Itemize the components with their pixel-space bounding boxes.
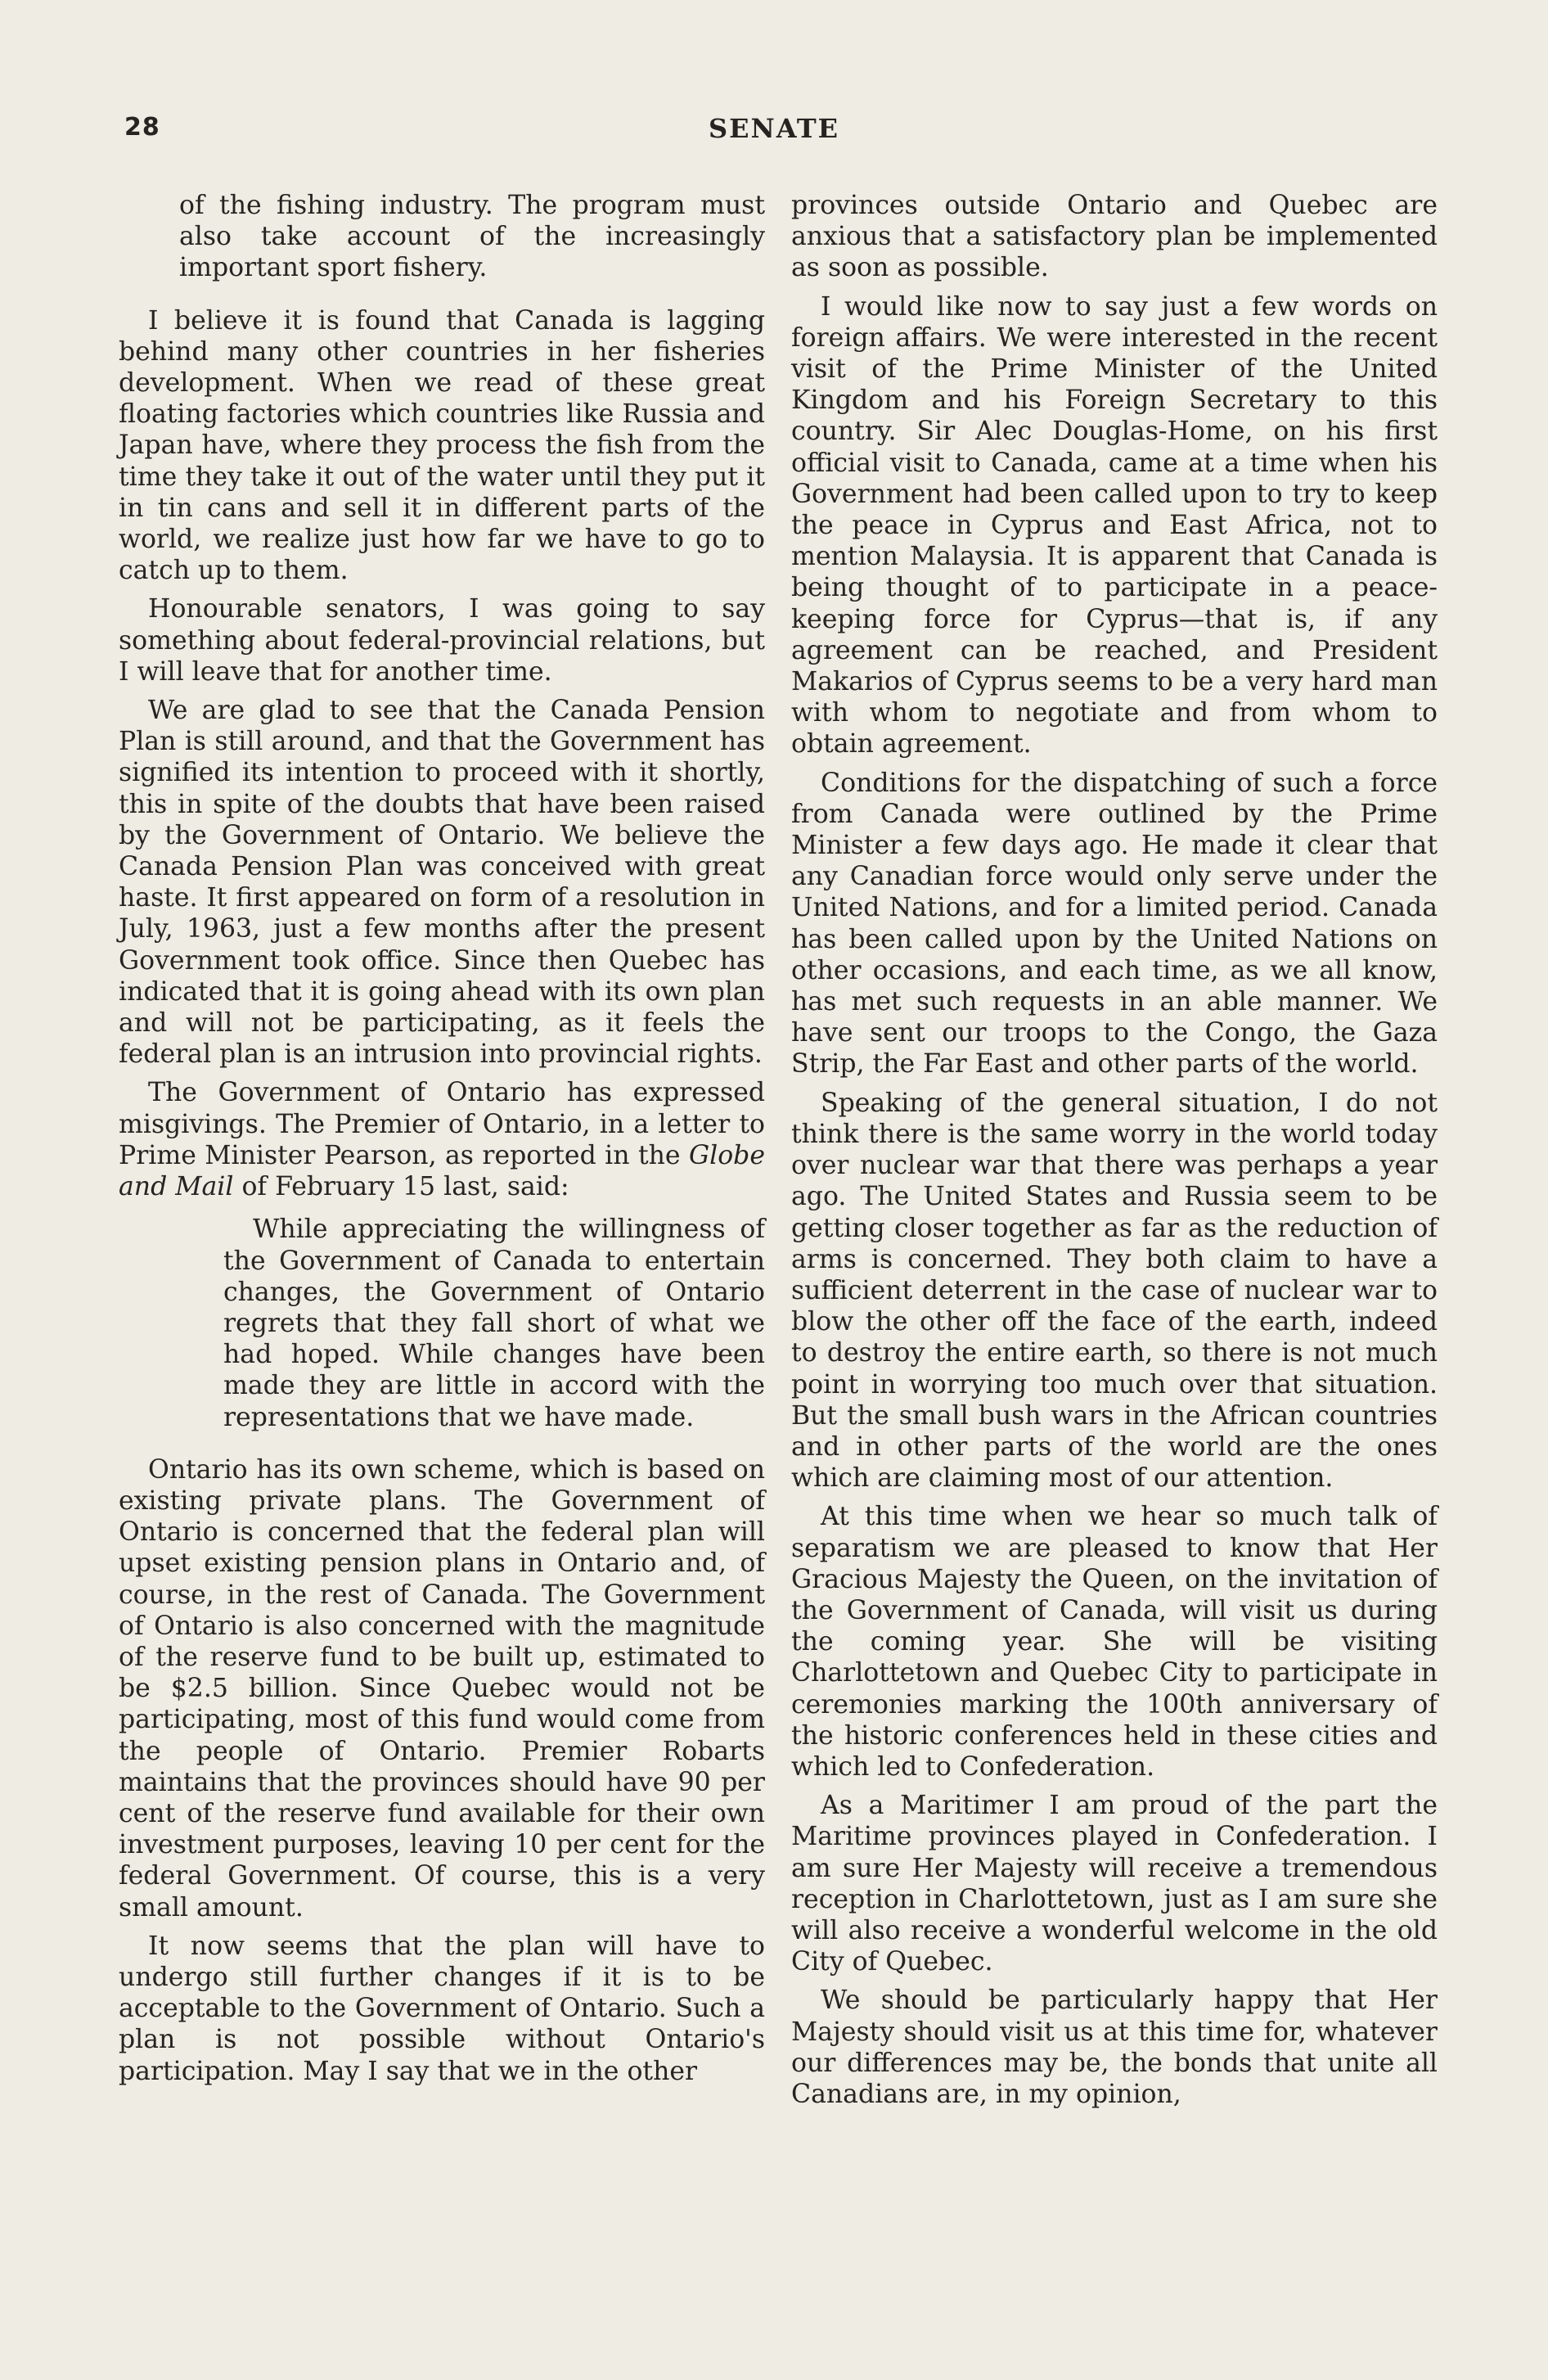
block-quote (223, 1214, 765, 1432)
paragraph (119, 1077, 765, 1202)
paragraph: provinces outside Ontario and Quebec are anxious that a satisfactory plan be implemented as soon as possible. (791, 191, 1438, 283)
paragraph: It now seems that the plan will have to undergo still further changes if it is to be acceptable to the Government of Ontario. Such a plan is not possible without Ontario's participation. May I say that we in the other (119, 1931, 765, 2086)
paragraph: I believe it is found that Canada is lagging behind many other countries in her fisheries development. When we read of these great floating factories which countries like Russia and Japan have, where they process the fish from the time they take it out of the water until they put it in tin cans and sell it in different parts of the world, we realize just how far we have to go to catch up to them. (119, 305, 765, 586)
paragraph: Conditions for the dispatching of such a force from Canada were outlined by the Prime Minister a few days ago. He made it clear that any Canadian force would only serve under the United Nations, and for a limited period. Canada has been called upon by the United Nations on other occasions, and each time, as we all know, has met such requests in an able manner. We have sent our troops to the Congo, the Gaza Strip, the Far East and other parts of the world. (791, 768, 1438, 1080)
paragraph: of the fishing industry. The program must also take account of the increasingly important sport fishery. (179, 191, 765, 283)
right-column (791, 190, 1438, 2117)
quote-text: While appreciating the willingness of the Government of Canada to entertain changes, the Government of Ontario regrets that they fall short of what we had hoped. While changes have been made they are little in accord with the representations that we have made. (223, 1215, 765, 1432)
running-head: SENATE (708, 113, 840, 144)
paragraph-text: The Government of Ontario has expressed misgivings. The Premier of Ontario, in a letter to Prime Minister Pearson, as reported in the (119, 1078, 765, 1170)
left-column (119, 190, 765, 2094)
paragraph-text: of February 15 last, said: (241, 1172, 569, 1202)
newspaper-title: Globe and Mail (119, 1140, 765, 1202)
page-number: 28 (124, 113, 160, 142)
paragraph: Honourable senators, I was going to say something about federal-provincial relations, but I will leave that for another time. (119, 594, 765, 687)
page-header (0, 113, 1548, 162)
paragraph: At this time when we hear so much talk of separatism we are pleased to know that Her Gracious Majesty the Queen, on the invitation of the Government of Canada, will visit us during the coming year. She will be visiting Charlottetown and Quebec City to participate in ceremonies marking the 100th anniversary of the historic conferences held in these cities and which led to Confederation. (791, 1502, 1438, 1782)
paragraph: Speaking of the general situation, I do not think there is the same worry in the world today over nuclear war that there was perhaps a year ago. The United States and Russia seem to be getting closer together as far as the reduction of arms is concerned. They both claim to have a sufficient deterrent in the case of nuclear war to blow the other off the face of the earth, indeed to destroy the entire earth, so there is not much point in worrying too much over that situation. But the small bush wars in the African countries and in other parts of the world are the ones which are claiming most of our attention. (791, 1088, 1438, 1494)
paragraph: We are glad to see that the Canada Pension Plan is still around, and that the Government has signified its intention to proceed with it shortly, this in spite of the doubts that have been raised by the Government of Ontario. We believe the Canada Pension Plan was conceived with great haste. It first appeared on form of a resolution in July, 1963, just a few months after the present Government took office. Since then Quebec has indicated that it is going ahead with its own plan and will not be participating, as it feels the federal plan is an intrusion into provincial rights. (119, 696, 765, 1070)
paragraph: Ontario has its own scheme, which is based on existing private plans. The Government of Ontario is concerned that the federal plan will upset existing pension plans in Ontario and, of course, in the rest of Canada. The Government of Ontario is also concerned with the magnitude of the reserve fund to be built up, estimated to be $2.5 billion. Since Quebec would not be participating, most of this fund would come from the people of Ontario. Premier Robarts maintains that the provinces should have 90 per cent of the reserve fund available for their own investment purposes, leaving 10 per cent for the federal Government. Of course, this is a very small amount. (119, 1454, 765, 1922)
paragraph: As a Maritimer I am proud of the part the Maritime provinces played in Confederation. I am sure Her Majesty will receive a tremendous reception in Charlottetown, just as I am sure she will also receive a wonderful welcome in the old City of Quebec. (791, 1791, 1438, 1977)
paragraph: I would like now to say just a few words on foreign affairs. We were interested in the recent visit of the Prime Minister of the United Kingdom and his Foreign Secretary to this country. Sir Alec Douglas-Home, on his first official visit to Canada, came at a time when his Government had been called upon to try to keep the peace in Cyprus and East Africa, not to mention Malaysia. It is apparent that Canada is being thought of to participate in a peace-keeping force for Cyprus—that is, if any agreement can be reached, and President Makarios of Cyprus seems to be a very hard man with whom to negotiate and from whom to obtain agreement. (791, 291, 1438, 760)
paragraph: We should be particularly happy that Her Majesty should visit us at this time for, whatever our differences may be, the bonds that unite all Canadians are, in my opinion, (791, 1986, 1438, 2109)
